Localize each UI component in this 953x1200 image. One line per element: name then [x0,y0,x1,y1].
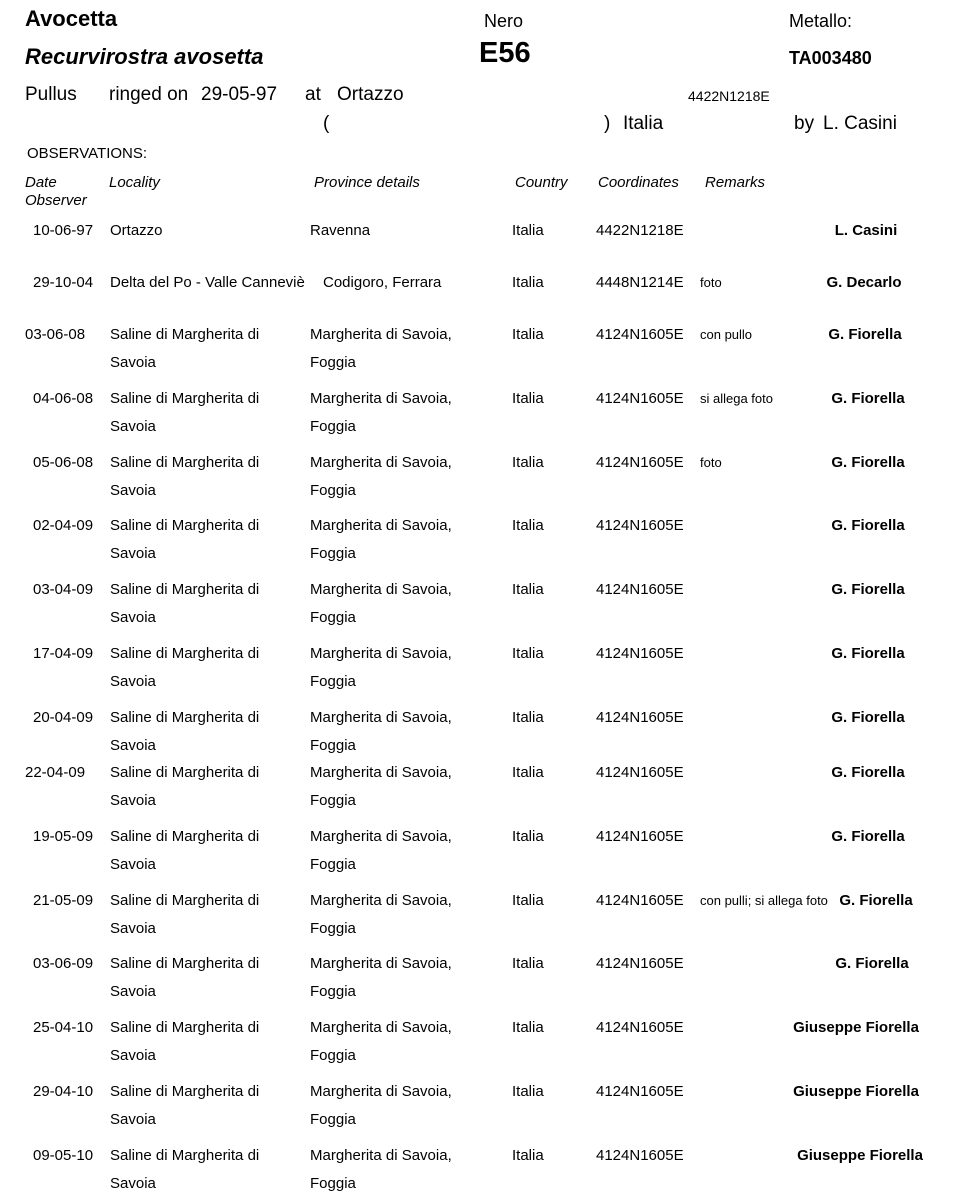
row-date: 03-06-08 [25,326,86,343]
color-ring-label: Nero [484,11,524,31]
row-coordinates: 4124N1605E [596,645,684,662]
row-observer: G. Fiorella [831,581,905,598]
row-province-line2: Foggia [310,418,356,435]
row-locality: Saline di Margherita di [110,517,260,534]
row-date: 17-04-09 [33,645,94,662]
row-date: 25-04-10 [33,1019,94,1036]
row-locality-line2: Savoia [110,545,156,562]
row-remarks: foto [700,455,722,470]
row-locality: Saline di Margherita di [110,828,260,845]
row-province: Margherita di Savoia, [310,828,452,845]
row-locality-line2: Savoia [110,983,156,1000]
row-country: Italia [512,1019,544,1036]
species-latin-name: Recurvirostra avosetta [25,44,264,69]
row-coordinates: 4124N1605E [596,892,684,909]
row-locality-line2: Savoia [110,482,156,499]
row-observer: G. Fiorella [831,390,905,407]
row-country: Italia [512,709,544,726]
row-locality-line2: Savoia [110,609,156,626]
row-date: 02-04-09 [33,517,94,534]
row-country: Italia [512,892,544,909]
row-province-line2: Foggia [310,1047,356,1064]
age-class: Pullus [25,84,77,105]
row-locality-line2: Savoia [110,792,156,809]
row-province-line2: Foggia [310,1175,356,1192]
row-province: Margherita di Savoia, [310,892,452,909]
row-country: Italia [512,764,544,781]
row-province-line2: Foggia [310,673,356,690]
row-locality-line2: Savoia [110,1175,156,1192]
row-country: Italia [512,581,544,598]
column-header-locality: Locality [109,174,160,191]
row-coordinates: 4422N1218E [596,222,684,239]
by-label: by [794,113,815,134]
row-coordinates: 4448N1214E [596,274,684,291]
row-observer: G. Fiorella [835,955,909,972]
row-locality: Delta del Po - Valle Canneviè [110,274,305,291]
row-locality: Saline di Margherita di [110,1083,260,1100]
row-country: Italia [512,326,544,343]
row-province-line2: Foggia [310,482,356,499]
row-locality: Ortazzo [110,222,163,239]
row-coordinates: 4124N1605E [596,326,684,343]
row-coordinates: 4124N1605E [596,581,684,598]
row-observer: Giuseppe Fiorella [797,1147,923,1164]
row-locality: Saline di Margherita di [110,709,260,726]
row-province-line2: Foggia [310,354,356,371]
row-country: Italia [512,390,544,407]
row-province: Margherita di Savoia, [310,955,452,972]
metal-ring-label: Metallo: [789,11,853,31]
row-province-line2: Foggia [310,1111,356,1128]
column-header-province: Province details [314,174,420,191]
row-date: 03-06-09 [33,955,94,972]
row-province-line2: Foggia [310,920,356,937]
row-date: 04-06-08 [33,390,94,407]
row-locality-line2: Savoia [110,856,156,873]
row-coordinates: 4124N1605E [596,955,684,972]
row-observer: L. Casini [834,222,898,239]
color-ring-code: E56 [479,37,531,69]
row-observer: G. Fiorella [839,892,913,909]
row-country: Italia [512,955,544,972]
row-locality-line2: Savoia [110,1047,156,1064]
row-observer: G. Fiorella [831,645,905,662]
row-coordinates: 4124N1605E [596,764,684,781]
row-province-line2: Foggia [310,983,356,1000]
row-province-line2: Foggia [310,609,356,626]
row-province: Margherita di Savoia, [310,645,452,662]
row-observer: G. Fiorella [831,454,905,471]
ringer-name: L. Casini [823,113,897,134]
paren-open: ( [323,113,330,134]
row-coordinates: 4124N1605E [596,517,684,534]
row-date: 29-04-10 [33,1083,94,1100]
row-coordinates: 4124N1605E [596,709,684,726]
column-header-date: Date [25,174,57,191]
row-observer: G. Fiorella [831,764,905,781]
row-locality: Saline di Margherita di [110,1019,260,1036]
row-country: Italia [512,828,544,845]
row-country: Italia [512,274,544,291]
row-coordinates: 4124N1605E [596,828,684,845]
row-province: Margherita di Savoia, [310,581,452,598]
row-locality-line2: Savoia [110,1111,156,1128]
row-locality: Saline di Margherita di [110,454,260,471]
row-observer: G. Fiorella [831,517,905,534]
row-locality-line2: Savoia [110,920,156,937]
row-observer: Giuseppe Fiorella [793,1083,919,1100]
column-header-observer: Observer [25,192,87,209]
row-locality-line2: Savoia [110,354,156,371]
row-province: Margherita di Savoia, [310,709,452,726]
row-observer: G. Fiorella [831,828,905,845]
row-remarks: si allega foto [700,391,773,406]
row-coordinates: 4124N1605E [596,1019,684,1036]
row-date: 21-05-09 [33,892,94,909]
row-date: 19-05-09 [33,828,94,845]
ringed-on-label: ringed on [109,84,189,105]
row-province: Margherita di Savoia, [310,1019,452,1036]
at-label: at [305,84,321,105]
ringing-country: Italia [623,113,664,134]
paren-close: ) [604,113,611,134]
row-locality: Saline di Margherita di [110,390,260,407]
row-coordinates: 4124N1605E [596,1147,684,1164]
row-locality-line2: Savoia [110,673,156,690]
row-province: Margherita di Savoia, [310,764,452,781]
row-date: 03-04-09 [33,581,94,598]
row-province-line2: Foggia [310,737,356,754]
row-date: 09-05-10 [33,1147,94,1164]
row-observer: G. Decarlo [826,274,902,291]
row-locality: Saline di Margherita di [110,326,260,343]
row-date: 22-04-09 [25,764,86,781]
row-province: Margherita di Savoia, [310,1147,452,1164]
column-header-coordinates: Coordinates [598,174,679,191]
metal-ring-code: TA003480 [789,48,872,68]
row-locality: Saline di Margherita di [110,955,260,972]
row-remarks: foto [700,275,722,290]
row-country: Italia [512,1147,544,1164]
row-country: Italia [512,454,544,471]
row-locality: Saline di Margherita di [110,581,260,598]
row-locality: Saline di Margherita di [110,1147,260,1164]
row-locality-line2: Savoia [110,418,156,435]
row-date: 20-04-09 [33,709,94,726]
row-remarks: con pullo [700,327,753,342]
row-country: Italia [512,1083,544,1100]
row-date: 10-06-97 [33,222,94,239]
row-province: Margherita di Savoia, [310,454,452,471]
row-coordinates: 4124N1605E [596,1083,684,1100]
row-province: Margherita di Savoia, [310,1083,452,1100]
row-observer: Giuseppe Fiorella [793,1019,919,1036]
row-observer: G. Fiorella [831,709,905,726]
ringing-coordinates: 4422N1218E [688,88,770,104]
row-country: Italia [512,517,544,534]
row-locality: Saline di Margherita di [110,892,260,909]
row-date: 05-06-08 [33,454,94,471]
row-locality-line2: Savoia [110,737,156,754]
row-province: Codigoro, Ferrara [323,274,442,291]
row-province: Margherita di Savoia, [310,517,452,534]
ringing-place: Ortazzo [337,84,404,105]
row-locality: Saline di Margherita di [110,764,260,781]
row-observer: G. Fiorella [828,326,902,343]
row-province: Ravenna [310,222,371,239]
ringing-date: 29-05-97 [201,84,278,105]
row-province: Margherita di Savoia, [310,326,452,343]
row-country: Italia [512,222,544,239]
species-common-name: Avocetta [25,6,118,31]
column-header-country: Country [515,174,568,191]
row-coordinates: 4124N1605E [596,454,684,471]
row-province: Margherita di Savoia, [310,390,452,407]
column-header-remarks: Remarks [705,174,766,191]
row-remarks: con pulli; si allega foto [700,893,828,908]
row-date: 29-10-04 [33,274,94,291]
row-province-line2: Foggia [310,856,356,873]
row-province-line2: Foggia [310,792,356,809]
row-coordinates: 4124N1605E [596,390,684,407]
row-locality: Saline di Margherita di [110,645,260,662]
row-province-line2: Foggia [310,545,356,562]
observations-title: OBSERVATIONS: [27,145,148,162]
row-country: Italia [512,645,544,662]
